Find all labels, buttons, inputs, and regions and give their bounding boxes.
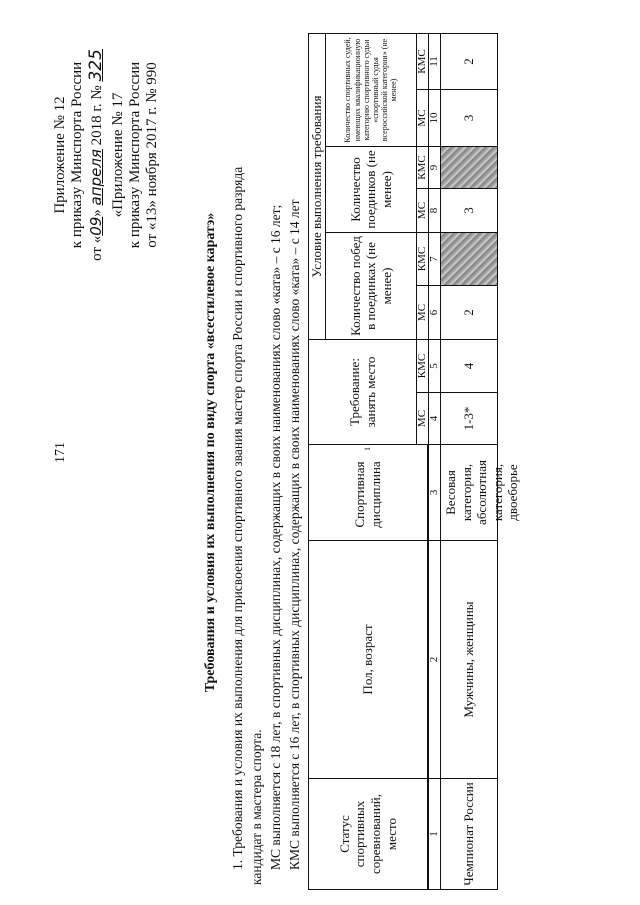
intro-paragraph <box>228 167 304 885</box>
paragraph-line4: КМС выполняется с 16 лет, в спортивных дисциплинах, содержащих в своих наименованиях слово «ката» – с 14 лет <box>287 199 302 870</box>
page-number: 171 <box>53 442 68 463</box>
header-conditions: Условие выполнения требования <box>308 33 326 340</box>
date-day: 09 <box>87 216 105 236</box>
col-number: 11 <box>428 33 441 90</box>
appendix-line1: Приложение № 12 <box>52 96 68 214</box>
col-number: 8 <box>428 188 441 233</box>
col-number: 4 <box>428 392 441 445</box>
paragraph-line2: кандидат в мастера спорта. <box>249 729 264 885</box>
col-number: 7 <box>428 232 441 286</box>
requirements-table <box>308 33 521 890</box>
appendix-line5: к приказу Минспорта России <box>127 61 143 249</box>
paragraph-line3: МС выполняется с 18 лет, в спортивных дисциплинах, содержащих в своих наименованиях слово «ката» – с 16 лет; <box>268 204 283 870</box>
discipline-label: Спортивная дисциплина <box>352 461 383 528</box>
document-title: Требования и условия их выполнения по виду спорта «всестилевое каратэ» <box>203 212 218 693</box>
header-wins: Количество побед в поединках (не менее) <box>325 232 417 340</box>
appendix-line6: от «13» ноября 2017 г. № 990 <box>144 62 160 248</box>
date-year: 2018 г. № <box>89 85 105 146</box>
cell-wins-kms-shaded <box>440 232 498 286</box>
col-number: 1 <box>428 778 441 890</box>
paragraph-line1: 1. Требования и условия их выполнения для присвоения спортивного звания мастер спорта России и спортивного разряда <box>230 166 245 870</box>
date-number: 325 <box>86 49 106 82</box>
sub-ms: МС <box>416 188 429 233</box>
sub-kms: КМС <box>416 339 429 393</box>
header-fights: Количество поединков (не менее) <box>325 146 417 233</box>
cell-discipline: Весовая категория, абсолютная категория, двоеборье <box>440 444 498 541</box>
date-mid: » <box>89 209 105 217</box>
sub-kms: КМС <box>416 33 429 90</box>
appendix-header <box>52 15 161 295</box>
cell-judges-ms: 3 <box>440 89 498 147</box>
cell-place-kms: 4 <box>440 339 498 393</box>
col-number: 6 <box>428 285 441 340</box>
col-number: 9 <box>428 146 441 189</box>
col-number: 3 <box>428 444 441 541</box>
cell-sex: Мужчины, женщины <box>440 540 498 779</box>
sub-ms: МС <box>416 89 429 147</box>
header-sex-age: Пол, возраст <box>308 540 428 779</box>
cell-fights-kms-shaded <box>440 146 498 189</box>
sub-kms: КМС <box>416 232 429 286</box>
discipline-footnote: 1 <box>363 447 373 451</box>
header-judges: Количество спортивных судей, имеющих квалификационную категорию спортивного судьи «спортивный судья всероссийской категории» (не менее) <box>325 33 417 147</box>
cell-place-ms: 1-3* <box>440 392 498 445</box>
cell-judges-kms: 2 <box>440 33 498 90</box>
sub-ms: МС <box>416 285 429 340</box>
sub-ms: МС <box>416 392 429 445</box>
header-status: Статус спортивных соревнований, место <box>308 778 428 890</box>
header-required-place: Требование: занять место <box>308 339 417 445</box>
appendix-date-line <box>86 15 106 295</box>
cell-wins-ms: 2 <box>440 285 498 340</box>
col-number: 5 <box>428 339 441 393</box>
sub-kms: КМС <box>416 146 429 189</box>
col-number: 10 <box>428 89 441 147</box>
cell-fights-ms: 3 <box>440 188 498 233</box>
date-month: апреля <box>87 149 105 206</box>
appendix-line4: «Приложение № 17 <box>110 92 126 218</box>
col-number: 2 <box>428 540 441 779</box>
header-discipline <box>308 444 428 541</box>
appendix-line2: к приказу Минспорта России <box>69 61 85 249</box>
date-prefix: от « <box>89 235 105 261</box>
cell-status: Чемпионат России <box>440 778 498 890</box>
